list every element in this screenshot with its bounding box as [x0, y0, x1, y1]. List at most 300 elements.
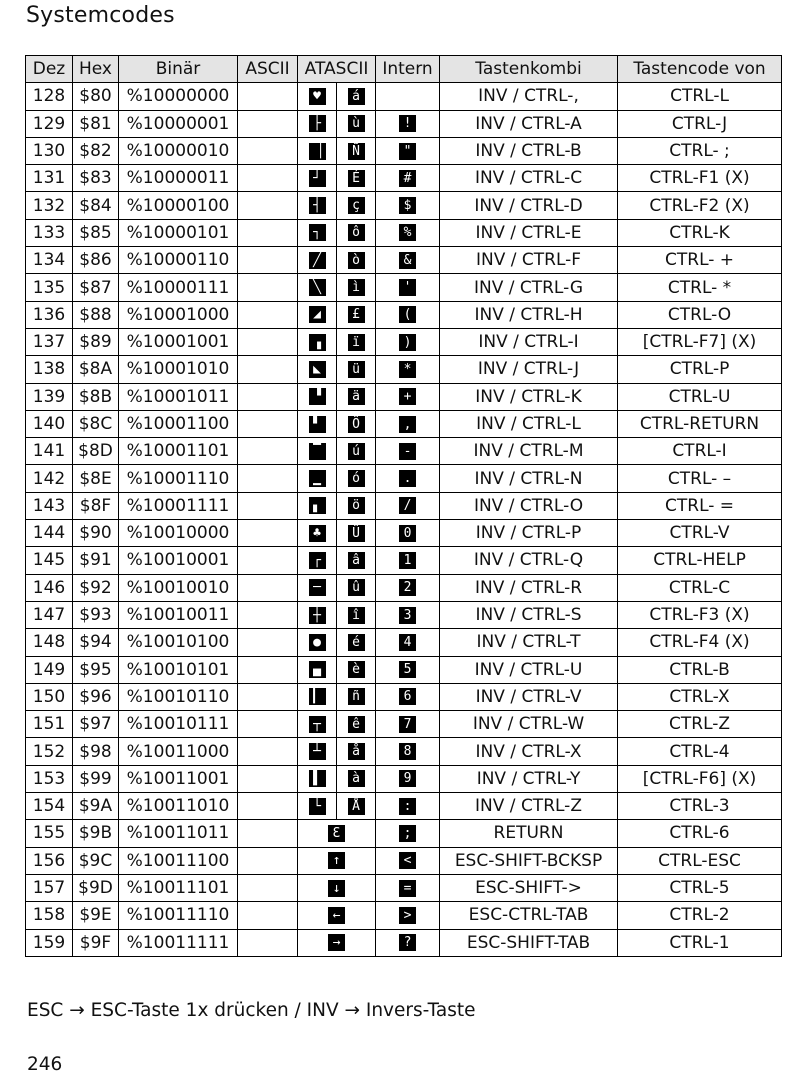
hex-cell: $99 — [73, 765, 119, 792]
atascii-international-cell — [337, 438, 376, 465]
ascii-cell — [238, 438, 298, 465]
tastencode-cell: CTRL-F1 (X) — [618, 165, 782, 192]
intern-cell — [376, 328, 440, 355]
col-header-tastenkombi: Tastenkombi — [440, 56, 618, 83]
intern-cell — [376, 847, 440, 874]
dez-cell: 132 — [26, 192, 73, 219]
inverse-arrow-left-icon: ← — [328, 907, 345, 924]
table-row — [26, 83, 782, 110]
table-row — [26, 902, 782, 929]
binaer-cell: %10000101 — [119, 219, 238, 246]
hex-cell: $9C — [73, 847, 119, 874]
international-char-glyph: à — [348, 770, 365, 787]
hex-cell: $80 — [73, 83, 119, 110]
dez-cell: 135 — [26, 274, 73, 301]
hex-cell: $88 — [73, 301, 119, 328]
inverse-bar-top-icon: ▔ — [309, 443, 326, 460]
ascii-cell — [238, 820, 298, 847]
atascii-std-cell — [298, 465, 337, 492]
inverse-quadrant-upper-right-icon: ▝ — [309, 388, 326, 405]
tastencode-cell: CTRL-L — [618, 83, 782, 110]
table-row — [26, 874, 782, 901]
intern-char-glyph: 4 — [399, 634, 416, 651]
hex-cell: $98 — [73, 738, 119, 765]
atascii-std-cell — [298, 328, 337, 355]
hex-cell: $91 — [73, 547, 119, 574]
binaer-cell: %10010010 — [119, 574, 238, 601]
atascii-international-cell — [337, 383, 376, 410]
intern-cell — [376, 219, 440, 246]
dez-cell: 141 — [26, 438, 73, 465]
inverse-corner-up-right-icon: └ — [309, 798, 326, 815]
table-row — [26, 656, 782, 683]
binaer-cell: %10011000 — [119, 738, 238, 765]
dez-cell: 142 — [26, 465, 73, 492]
intern-char-glyph: 3 — [399, 607, 416, 624]
tastenkombi-cell: INV / CTRL-P — [440, 520, 618, 547]
atascii-international-cell — [337, 629, 376, 656]
inverse-bar-bottom-icon: ▁ — [309, 470, 326, 487]
atascii-std-cell — [298, 656, 337, 683]
intern-cell — [376, 465, 440, 492]
tastenkombi-cell: ESC-SHIFT-> — [440, 874, 618, 901]
atascii-std-cell — [298, 547, 337, 574]
international-char-glyph: £ — [348, 306, 365, 323]
table-row — [26, 219, 782, 246]
dez-cell: 128 — [26, 83, 73, 110]
ascii-cell — [238, 274, 298, 301]
page-number: 246 — [27, 1054, 63, 1075]
inverse-tee-up-icon: ┴ — [309, 743, 326, 760]
ascii-cell — [238, 520, 298, 547]
table-row — [26, 683, 782, 710]
atascii-cell — [298, 929, 376, 956]
table-header-row — [26, 56, 782, 83]
tastenkombi-cell: INV / CTRL-K — [440, 383, 618, 410]
international-char-glyph: ç — [348, 197, 365, 214]
tastenkombi-cell: INV / CTRL-F — [440, 247, 618, 274]
atascii-std-cell — [298, 247, 337, 274]
binaer-cell: %10001010 — [119, 356, 238, 383]
tastenkombi-cell: INV / CTRL-Q — [440, 547, 618, 574]
hex-cell: $86 — [73, 247, 119, 274]
systemcodes-table — [25, 55, 782, 957]
intern-char-glyph: < — [399, 852, 416, 869]
ascii-cell — [238, 629, 298, 656]
inverse-quadrant-lower-right-icon: ▗ — [309, 334, 326, 351]
atascii-international-cell — [337, 192, 376, 219]
hex-cell: $9D — [73, 874, 119, 901]
table-row — [26, 574, 782, 601]
ascii-cell — [238, 301, 298, 328]
tastencode-cell: [CTRL-F7] (X) — [618, 328, 782, 355]
tastencode-cell: CTRL- + — [618, 247, 782, 274]
international-char-glyph: é — [348, 634, 365, 651]
table-row — [26, 765, 782, 792]
atascii-international-cell — [337, 110, 376, 137]
atascii-std-cell — [298, 520, 337, 547]
intern-char-glyph: = — [399, 880, 416, 897]
international-char-glyph: á — [348, 88, 365, 105]
intern-char-glyph: 0 — [399, 525, 416, 542]
intern-char-glyph: 1 — [399, 552, 416, 569]
ascii-cell — [238, 902, 298, 929]
intern-cell — [376, 274, 440, 301]
footnote: ESC → ESC-Taste 1x drücken / INV → Invers-Taste — [27, 1000, 476, 1021]
tastenkombi-cell: INV / CTRL-O — [440, 492, 618, 519]
hex-cell: $96 — [73, 683, 119, 710]
hex-cell: $82 — [73, 137, 119, 164]
international-char-glyph: ò — [348, 252, 365, 269]
ascii-cell — [238, 738, 298, 765]
dez-cell: 155 — [26, 820, 73, 847]
intern-cell — [376, 383, 440, 410]
hex-cell: $90 — [73, 520, 119, 547]
dez-cell: 129 — [26, 110, 73, 137]
ascii-cell — [238, 492, 298, 519]
atascii-international-cell — [337, 301, 376, 328]
col-header-atascii: ATASCII — [298, 56, 376, 83]
intern-cell — [376, 629, 440, 656]
table-row — [26, 247, 782, 274]
table-row — [26, 274, 782, 301]
hex-cell: $8A — [73, 356, 119, 383]
binaer-cell: %10000001 — [119, 110, 238, 137]
atascii-international-cell — [337, 165, 376, 192]
atascii-std-cell — [298, 574, 337, 601]
binaer-cell: %10011010 — [119, 793, 238, 820]
international-char-glyph: å — [348, 743, 365, 760]
tastenkombi-cell: INV / CTRL-V — [440, 683, 618, 710]
tastenkombi-cell: INV / CTRL-N — [440, 465, 618, 492]
binaer-cell: %10000000 — [119, 83, 238, 110]
atascii-std-cell — [298, 683, 337, 710]
dez-cell: 148 — [26, 629, 73, 656]
atascii-std-cell — [298, 410, 337, 437]
atascii-std-cell — [298, 601, 337, 628]
tastencode-cell: CTRL-P — [618, 356, 782, 383]
international-char-glyph: ú — [348, 443, 365, 460]
intern-char-glyph: , — [399, 416, 416, 433]
inverse-line-horizontal-icon: ─ — [309, 579, 326, 596]
tastenkombi-cell: ESC-CTRL-TAB — [440, 902, 618, 929]
atascii-international-cell — [337, 601, 376, 628]
binaer-cell: %10001101 — [119, 438, 238, 465]
tastenkombi-cell: INV / CTRL-Z — [440, 793, 618, 820]
col-header-binaer: Binär — [119, 56, 238, 83]
intern-char-glyph: # — [399, 170, 416, 187]
tastenkombi-cell: INV / CTRL-U — [440, 656, 618, 683]
hex-cell: $97 — [73, 711, 119, 738]
dez-cell: 150 — [26, 683, 73, 710]
dez-cell: 146 — [26, 574, 73, 601]
intern-cell — [376, 547, 440, 574]
dez-cell: 153 — [26, 765, 73, 792]
ascii-cell — [238, 219, 298, 246]
binaer-cell: %10011100 — [119, 847, 238, 874]
hex-cell: $81 — [73, 110, 119, 137]
binaer-cell: %10011110 — [119, 902, 238, 929]
international-char-glyph: û — [348, 579, 365, 596]
ascii-cell — [238, 847, 298, 874]
binaer-cell: %10010100 — [119, 629, 238, 656]
tastencode-cell: CTRL-4 — [618, 738, 782, 765]
inverse-bar-left-icon: ▎ — [309, 688, 326, 705]
tastencode-cell: CTRL-O — [618, 301, 782, 328]
international-char-glyph: Å — [348, 798, 365, 815]
international-char-glyph: É — [348, 170, 365, 187]
tastenkombi-cell: INV / CTRL-I — [440, 328, 618, 355]
intern-char-glyph: 9 — [399, 770, 416, 787]
intern-cell — [376, 247, 440, 274]
atascii-international-cell — [337, 711, 376, 738]
atascii-international-cell — [337, 793, 376, 820]
intern-cell — [376, 492, 440, 519]
intern-cell — [376, 192, 440, 219]
dez-cell: 145 — [26, 547, 73, 574]
inverse-diagonal-down-icon: ╲ — [309, 279, 326, 296]
inverse-arrow-up-icon: ↑ — [328, 852, 345, 869]
inverse-arrow-down-icon: ↓ — [328, 880, 345, 897]
binaer-cell: %10001111 — [119, 492, 238, 519]
atascii-international-cell — [337, 247, 376, 274]
international-char-glyph: Ü — [348, 525, 365, 542]
tastencode-cell: CTRL-J — [618, 110, 782, 137]
intern-cell — [376, 902, 440, 929]
intern-char-glyph: ? — [399, 934, 416, 951]
dez-cell: 138 — [26, 356, 73, 383]
atascii-international-cell — [337, 83, 376, 110]
table-row — [26, 793, 782, 820]
intern-cell — [376, 820, 440, 847]
atascii-std-cell — [298, 738, 337, 765]
ascii-cell — [238, 874, 298, 901]
tastenkombi-cell: INV / CTRL-H — [440, 301, 618, 328]
tastenkombi-cell: INV / CTRL-S — [440, 601, 618, 628]
dez-cell: 158 — [26, 902, 73, 929]
atascii-cell — [298, 820, 376, 847]
table-row — [26, 492, 782, 519]
dez-cell: 151 — [26, 711, 73, 738]
intern-cell — [376, 765, 440, 792]
intern-char-glyph: / — [399, 497, 416, 514]
intern-char-glyph: ! — [399, 115, 416, 132]
table-row — [26, 438, 782, 465]
tastencode-cell: CTRL-C — [618, 574, 782, 601]
atascii-international-cell — [337, 520, 376, 547]
international-char-glyph: ó — [348, 470, 365, 487]
ascii-cell — [238, 247, 298, 274]
page-title: Systemcodes — [26, 3, 175, 28]
ascii-cell — [238, 110, 298, 137]
ascii-cell — [238, 711, 298, 738]
atascii-international-cell — [337, 274, 376, 301]
tastenkombi-cell: INV / CTRL-G — [440, 274, 618, 301]
hex-cell: $9F — [73, 929, 119, 956]
atascii-international-cell — [337, 683, 376, 710]
atascii-std-cell — [298, 274, 337, 301]
table-row — [26, 137, 782, 164]
intern-char-glyph: 5 — [399, 661, 416, 678]
table-row — [26, 192, 782, 219]
hex-cell: $89 — [73, 328, 119, 355]
table-row — [26, 520, 782, 547]
col-header-intern: Intern — [376, 56, 440, 83]
dez-cell: 139 — [26, 383, 73, 410]
inverse-tee-left-icon: ┤ — [309, 197, 326, 214]
tastenkombi-cell: INV / CTRL-X — [440, 738, 618, 765]
international-char-glyph: ñ — [348, 688, 365, 705]
intern-char-glyph: 2 — [399, 579, 416, 596]
ascii-cell — [238, 793, 298, 820]
binaer-cell: %10010101 — [119, 656, 238, 683]
col-header-tastencode-von: Tastencode von — [618, 56, 782, 83]
tastenkombi-cell: ESC-SHIFT-BCKSP — [440, 847, 618, 874]
inverse-corner-up-left-icon: ┘ — [309, 170, 326, 187]
tastencode-cell: CTRL-Z — [618, 711, 782, 738]
intern-char-glyph: ) — [399, 334, 416, 351]
dez-cell: 157 — [26, 874, 73, 901]
inverse-club-icon: ♣ — [309, 525, 326, 542]
international-char-glyph: ê — [348, 716, 365, 733]
tastencode-cell: CTRL-I — [618, 438, 782, 465]
table-row — [26, 601, 782, 628]
binaer-cell: %10001000 — [119, 301, 238, 328]
tastencode-cell: CTRL-K — [618, 219, 782, 246]
table-row — [26, 738, 782, 765]
binaer-cell: %10011101 — [119, 874, 238, 901]
tastencode-cell: CTRL- = — [618, 492, 782, 519]
intern-cell — [376, 929, 440, 956]
intern-cell — [376, 83, 440, 110]
international-char-glyph: â — [348, 552, 365, 569]
intern-cell — [376, 165, 440, 192]
binaer-cell: %10010110 — [119, 683, 238, 710]
dez-cell: 152 — [26, 738, 73, 765]
tastencode-cell: CTRL- ; — [618, 137, 782, 164]
atascii-std-cell — [298, 110, 337, 137]
international-char-glyph: ä — [348, 388, 365, 405]
tastencode-cell: CTRL-F2 (X) — [618, 192, 782, 219]
ascii-cell — [238, 410, 298, 437]
intern-cell — [376, 356, 440, 383]
inverse-diagonal-up-icon: ╱ — [309, 252, 326, 269]
tastenkombi-cell: RETURN — [440, 820, 618, 847]
intern-char-glyph: $ — [399, 197, 416, 214]
hex-cell: $8E — [73, 465, 119, 492]
table-row — [26, 301, 782, 328]
atascii-std-cell — [298, 83, 337, 110]
binaer-cell: %10001110 — [119, 465, 238, 492]
table-row — [26, 929, 782, 956]
inverse-heart-icon: ♥ — [309, 88, 326, 105]
atascii-std-cell — [298, 192, 337, 219]
atascii-std-cell — [298, 793, 337, 820]
international-char-glyph: ô — [348, 224, 365, 241]
atascii-international-cell — [337, 137, 376, 164]
intern-cell — [376, 410, 440, 437]
binaer-cell: %10011011 — [119, 820, 238, 847]
dez-cell: 137 — [26, 328, 73, 355]
intern-char-glyph: ; — [399, 825, 416, 842]
atascii-cell — [298, 874, 376, 901]
tastencode-cell: CTRL-RETURN — [618, 410, 782, 437]
inverse-corner-down-left-icon: ┐ — [309, 224, 326, 241]
tastenkombi-cell: INV / CTRL-D — [440, 192, 618, 219]
tastencode-cell: CTRL-HELP — [618, 547, 782, 574]
international-char-glyph: ù — [348, 115, 365, 132]
table-row — [26, 847, 782, 874]
tastenkombi-cell: ESC-SHIFT-TAB — [440, 929, 618, 956]
dez-cell: 140 — [26, 410, 73, 437]
intern-cell — [376, 574, 440, 601]
inverse-half-left-icon: ▌ — [309, 770, 326, 787]
ascii-cell — [238, 656, 298, 683]
tastencode-cell: CTRL-V — [618, 520, 782, 547]
intern-cell — [376, 438, 440, 465]
dez-cell: 156 — [26, 847, 73, 874]
atascii-std-cell — [298, 765, 337, 792]
atascii-international-cell — [337, 410, 376, 437]
atascii-international-cell — [337, 765, 376, 792]
intern-char-glyph: & — [399, 252, 416, 269]
ascii-cell — [238, 83, 298, 110]
dez-cell: 136 — [26, 301, 73, 328]
intern-char-glyph: 8 — [399, 743, 416, 760]
atascii-international-cell — [337, 219, 376, 246]
atascii-cell — [298, 847, 376, 874]
dez-cell: 131 — [26, 165, 73, 192]
intern-cell — [376, 683, 440, 710]
hex-cell: $8B — [73, 383, 119, 410]
intern-cell — [376, 520, 440, 547]
tastencode-cell: CTRL-3 — [618, 793, 782, 820]
inverse-escape-symbol-icon: Ɛ — [328, 825, 345, 842]
intern-char-glyph: " — [399, 143, 416, 160]
intern-cell — [376, 301, 440, 328]
intern-char-glyph: > — [399, 907, 416, 924]
intern-char-glyph: . — [399, 470, 416, 487]
table-body — [26, 83, 782, 957]
inverse-quadrant-lower-left-icon: ▖ — [309, 497, 326, 514]
hex-cell: $8C — [73, 410, 119, 437]
binaer-cell: %10000100 — [119, 192, 238, 219]
tastenkombi-cell: INV / CTRL-M — [440, 438, 618, 465]
dez-cell: 154 — [26, 793, 73, 820]
binaer-cell: %10011111 — [119, 929, 238, 956]
col-header-ascii: ASCII — [238, 56, 298, 83]
ascii-cell — [238, 765, 298, 792]
intern-char-glyph: ( — [399, 306, 416, 323]
international-char-glyph: Ö — [348, 416, 365, 433]
inverse-quadrant-upper-left-icon: ▘ — [309, 416, 326, 433]
binaer-cell: %10011001 — [119, 765, 238, 792]
col-header-dez: Dez — [26, 56, 73, 83]
dez-cell: 159 — [26, 929, 73, 956]
atascii-std-cell — [298, 492, 337, 519]
atascii-std-cell — [298, 219, 337, 246]
international-char-glyph: ö — [348, 497, 365, 514]
ascii-cell — [238, 574, 298, 601]
inverse-triangle-lower-right-icon: ◢ — [309, 306, 326, 323]
binaer-cell: %10000111 — [119, 274, 238, 301]
tastencode-cell: CTRL-2 — [618, 902, 782, 929]
hex-cell: $94 — [73, 629, 119, 656]
intern-char-glyph: : — [399, 798, 416, 815]
hex-cell: $9B — [73, 820, 119, 847]
tastencode-cell: CTRL-6 — [618, 820, 782, 847]
table-row — [26, 629, 782, 656]
